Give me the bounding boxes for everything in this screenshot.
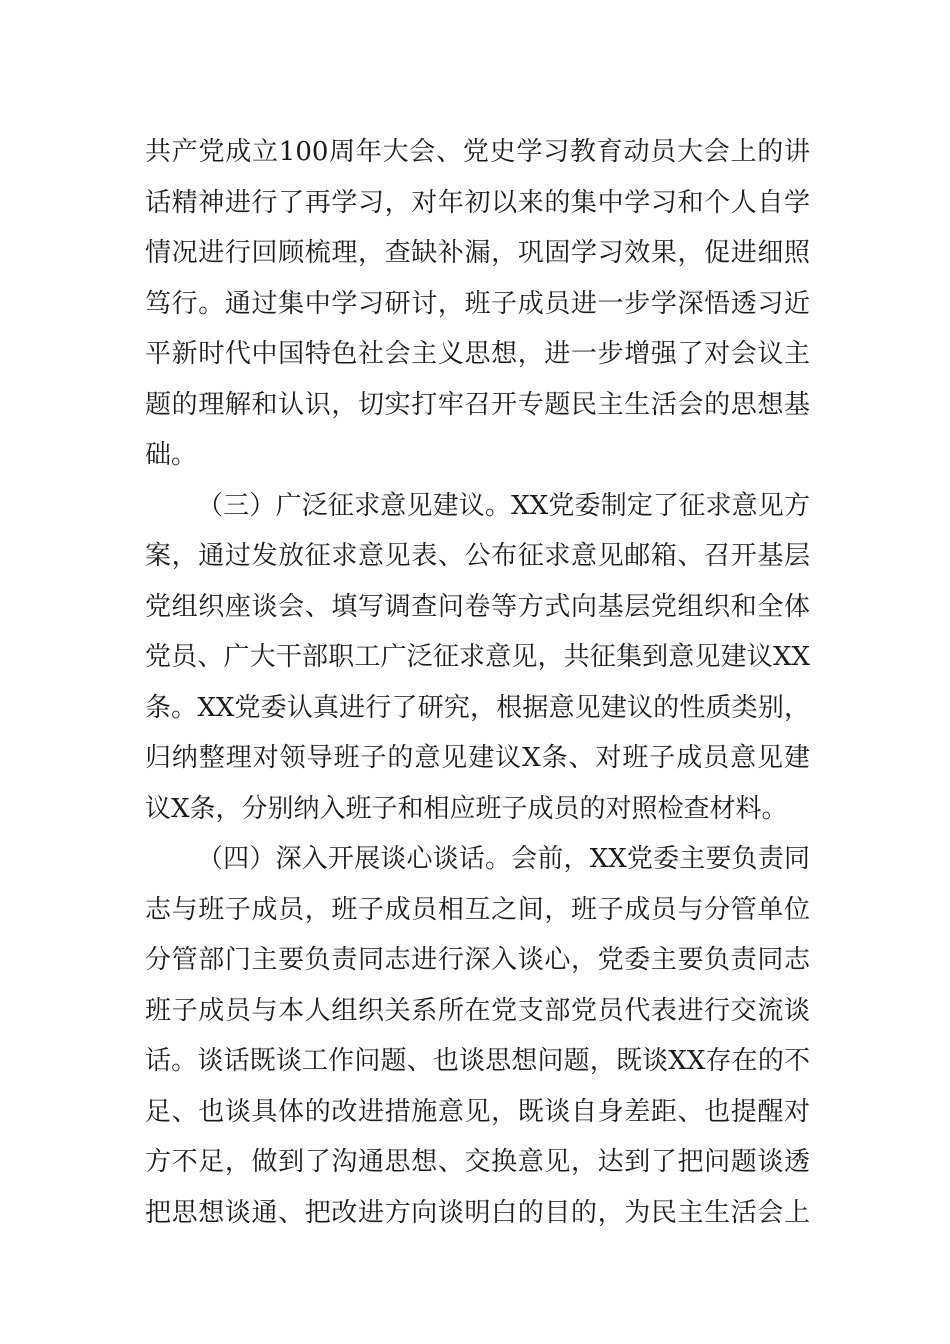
text-line: 把思想谈通、把改进方向谈明白的目的，为民主生活会上 xyxy=(145,1197,810,1228)
text-line: 情况进行回顾梳理，查缺补漏，巩固学习效果，促进细照 xyxy=(145,238,810,268)
text-line: 础。 xyxy=(145,440,198,470)
text-line: 党员、广大干部职工广泛征求意见，共征集到意见建议XX xyxy=(145,642,810,672)
text-line: 志与班子成员，班子成员相互之间，班子成员与分管单位 xyxy=(145,894,810,925)
text-line: 题的理解和认识，切实打牢召开专题民主生活会的思想基 xyxy=(145,389,810,420)
text-line: 话精神进行了再学习，对年初以来的集中学习和个人自学 xyxy=(145,187,810,218)
text-line: 平新时代中国特色社会主义思想，进一步增强了对会议主 xyxy=(145,339,810,369)
text-line: 议X条，分别纳入班子和相应班子成员的对照检查材料。 xyxy=(145,793,788,824)
section-heading-line: （四）深入开展谈心谈话。会前，XX党委主要负责同 xyxy=(197,844,810,874)
text-line: 共产党成立100周年大会、党史学习教育动员大会上的讲 xyxy=(145,137,810,167)
document-body xyxy=(145,127,810,1238)
section-heading-line: （三）广泛征求意见建议。XX党委制定了征求意见方 xyxy=(197,490,810,521)
text-line: 分管部门主要负责同志进行深入谈心，党委主要负责同志 xyxy=(145,945,810,975)
paragraph-talks xyxy=(145,834,810,1238)
text-line: 党组织座谈会、填写调查问卷等方式向基层党组织和全体 xyxy=(145,591,810,622)
text-line: 笃行。通过集中学习研讨，班子成员进一步学深悟透习近 xyxy=(145,288,810,319)
paragraph-opinions xyxy=(145,481,810,835)
text-line: 足、也谈具体的改进措施意见，既谈自身差距、也提醒对 xyxy=(145,1096,810,1127)
paragraph-study xyxy=(145,127,810,481)
text-line: 班子成员与本人组织关系所在党支部党员代表进行交流谈 xyxy=(145,995,810,1026)
text-line: 话。谈话既谈工作问题、也谈思想问题，既谈XX存在的不 xyxy=(145,1046,810,1076)
text-line: 条。XX党委认真进行了研究，根据意见建议的性质类别， xyxy=(145,692,810,723)
text-line: 案，通过发放征求意见表、公布征求意见邮箱、召开基层 xyxy=(145,541,810,571)
text-line: 方不足，做到了沟通思想、交换意见，达到了把问题谈透 xyxy=(145,1147,810,1177)
text-line: 归纳整理对领导班子的意见建议X条、对班子成员意见建 xyxy=(145,743,810,773)
